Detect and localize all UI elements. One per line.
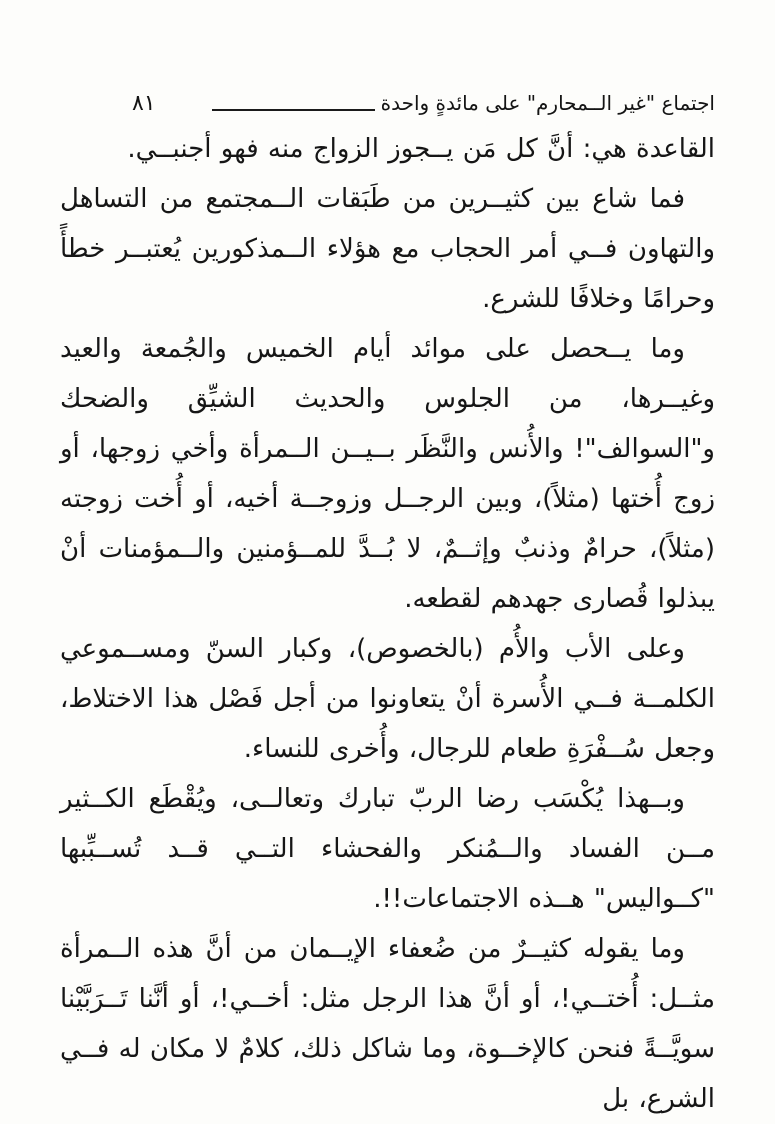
- paragraph-weak-faith-claims: وما يقوله كثيــرٌ من ضُعفاء الإيــمان من أنَّ هذه الــمرأة مثــل: أُختــي!، أو أنَّ هذا الرجل مثل: أخــي!، أو أنَّنا تَــرَبَّيْنا سويَّــةً فنحن كالإخــوة، وما شاكل ذلك، كلامٌ لا مكان له فــي الشرع، بل: [60, 934, 715, 1114]
- header-rule-line: [212, 109, 375, 111]
- paragraph-parents-duty: وعلى الأب والأُم (بالخصوص)، وكبار السنّ ومســموعي الكلمــة فــي الأُسرة أنْ يتعاونوا من أجل فَصْل هذا الاختلاط، وجعل سُــفْرَةِ طعام للرجال، وأُخرى للنساء.: [60, 634, 715, 764]
- paragraph-widespread-laxity: فما شاع بين كثيــرين من طَبَقات الــمجتمع من التساهل والتهاون فــي أمر الحجاب مع هؤلاء الــمذكورين يُعتبــر خطأً وحرامًا وخلافًا للشرع.: [60, 184, 715, 314]
- paragraph-gaining-pleasure: وبــهذا يُكْسَب رضا الربّ تبارك وتعالــى، ويُقْطَع الكــثير مــن الفساد والــمُنكر والفحشاء التــي قــد تُســبِّبها "كــواليس" هــذه الاجتماعات!!.: [60, 784, 715, 914]
- chapter-running-title: اجتماع "غير الــمحارم" على مائدةٍ واحدة: [380, 91, 715, 115]
- running-header: [60, 82, 715, 124]
- page-body: [60, 124, 715, 1124]
- paragraph-gathering-tables: وما يــحصل على موائد أيام الخميس والجُمعة والعيد وغيــرها، من الجلوس والحديث الشيِّق والضحك و"السوالف"! والأُنس والنَّظَر بــيــن الــمرأة وأخي زوجها، أو زوج أُختها (مثلاً)، وبين الرجــل وزوجــة أخيه، أو أُخت زوجته (مثلاً)، حرامٌ وذنبٌ وإثــمٌ، لا بُــدَّ للمــؤمنين والــمؤمنات أنْ يبذلوا قُصارى جهدهم لقطعه.: [60, 334, 715, 614]
- page-number: ٨١: [131, 90, 156, 116]
- paragraph-rule-statement: القاعدة هي: أنَّ كل مَن يــجوز الزواج منه فهو أجنبــي.: [127, 134, 715, 164]
